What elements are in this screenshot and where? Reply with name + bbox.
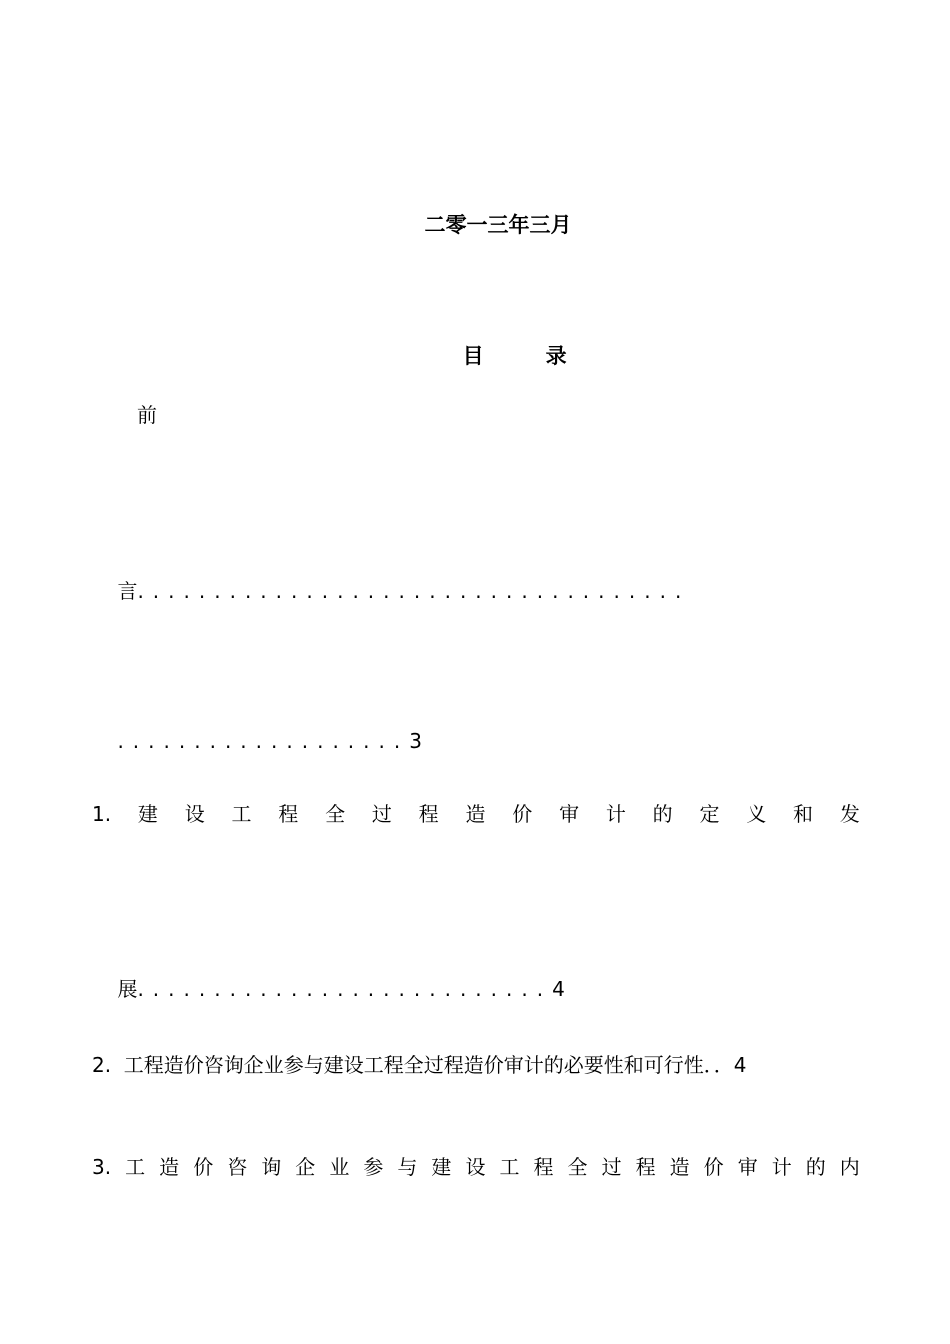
toc-entry-3-char: 过 — [601, 1155, 622, 1179]
toc-entry-3-char: 业 — [329, 1155, 350, 1179]
toc-entry-1-char: 和 — [793, 802, 814, 826]
toc-entry-3-char: 工 — [499, 1155, 520, 1179]
toc-preface-tail-char: 言 — [117, 579, 138, 603]
toc-entry-1-continued[interactable] — [92, 953, 565, 1025]
toc-entry-3-char: 与 — [397, 1155, 418, 1179]
toc-entry-3-char: 计 — [771, 1155, 792, 1179]
toc-entry-1-char: 程 — [278, 802, 299, 826]
toc-leader-dots: ........................... — [137, 977, 553, 1001]
toc-entry-1-char: 全 — [325, 802, 346, 826]
toc-leader-dots: ................... — [117, 729, 410, 753]
toc-entry-1-char: 的 — [652, 802, 673, 826]
toc-entry-3-char: 咨 — [227, 1155, 248, 1179]
toc-entry-1-char: 程 — [418, 802, 439, 826]
toc-entry-1-char: 设 — [184, 802, 205, 826]
toc-leader-dots: .................................... — [137, 579, 691, 603]
toc-entry-1-char: 建 — [137, 802, 158, 826]
toc-entry-3[interactable] — [92, 1155, 860, 1179]
toc-entry-3-char: 审 — [737, 1155, 758, 1179]
toc-entry-3-number: 3. — [92, 1155, 112, 1179]
toc-entry-3-char: 设 — [465, 1155, 486, 1179]
toc-entry-3-char: 内 — [839, 1155, 860, 1179]
toc-entry-2[interactable]: 2. 工程造价咨询企业参与建设工程全过程造价审计的必要性和可行性．．4 — [92, 1053, 747, 1077]
toc-entry-3-char: 价 — [193, 1155, 214, 1179]
toc-entry-1-tail: 展 — [117, 977, 138, 1001]
toc-entry-3-char: 程 — [533, 1155, 554, 1179]
toc-preface-tail[interactable] — [92, 555, 690, 627]
toc-entry-3-char: 建 — [431, 1155, 452, 1179]
toc-entry-3-char: 的 — [805, 1155, 826, 1179]
toc-preface-head[interactable]: 前 — [137, 403, 157, 427]
toc-entry-3-char: 询 — [261, 1155, 282, 1179]
toc-entry-1-char: 发 — [839, 802, 860, 826]
toc-entry-3-char: 参 — [363, 1155, 384, 1179]
toc-entry-1-char: 义 — [746, 802, 767, 826]
toc-title-char-2: 录 — [545, 344, 567, 368]
toc-entry-3-char: 程 — [635, 1155, 656, 1179]
toc-entry-1-char: 过 — [371, 802, 392, 826]
toc-entry-1-number: 1. — [92, 802, 112, 826]
toc-entry-3-char: 工 — [125, 1155, 146, 1179]
toc-title-char-1: 目 — [462, 344, 484, 368]
toc-entry-1-char: 造 — [465, 802, 486, 826]
toc-entry-1[interactable] — [92, 802, 860, 826]
document-date: 二零一三年三月 — [424, 213, 572, 237]
toc-entry-1-char: 价 — [512, 802, 533, 826]
toc-entry-3-char: 造 — [669, 1155, 690, 1179]
toc-page-number: 3 — [409, 729, 422, 753]
toc-entry-1-char: 计 — [605, 802, 626, 826]
toc-entry-3-char: 全 — [567, 1155, 588, 1179]
toc-entry-1-char: 审 — [559, 802, 580, 826]
toc-entry-3-char: 企 — [295, 1155, 316, 1179]
toc-preface-leader[interactable] — [92, 705, 422, 777]
toc-entry-3-char: 造 — [159, 1155, 180, 1179]
toc-entry-3-char: 价 — [703, 1155, 724, 1179]
toc-entry-1-char: 工 — [231, 802, 252, 826]
toc-entry-1-char: 定 — [699, 802, 720, 826]
toc-page-number: 4 — [552, 977, 565, 1001]
toc-title — [0, 320, 950, 392]
